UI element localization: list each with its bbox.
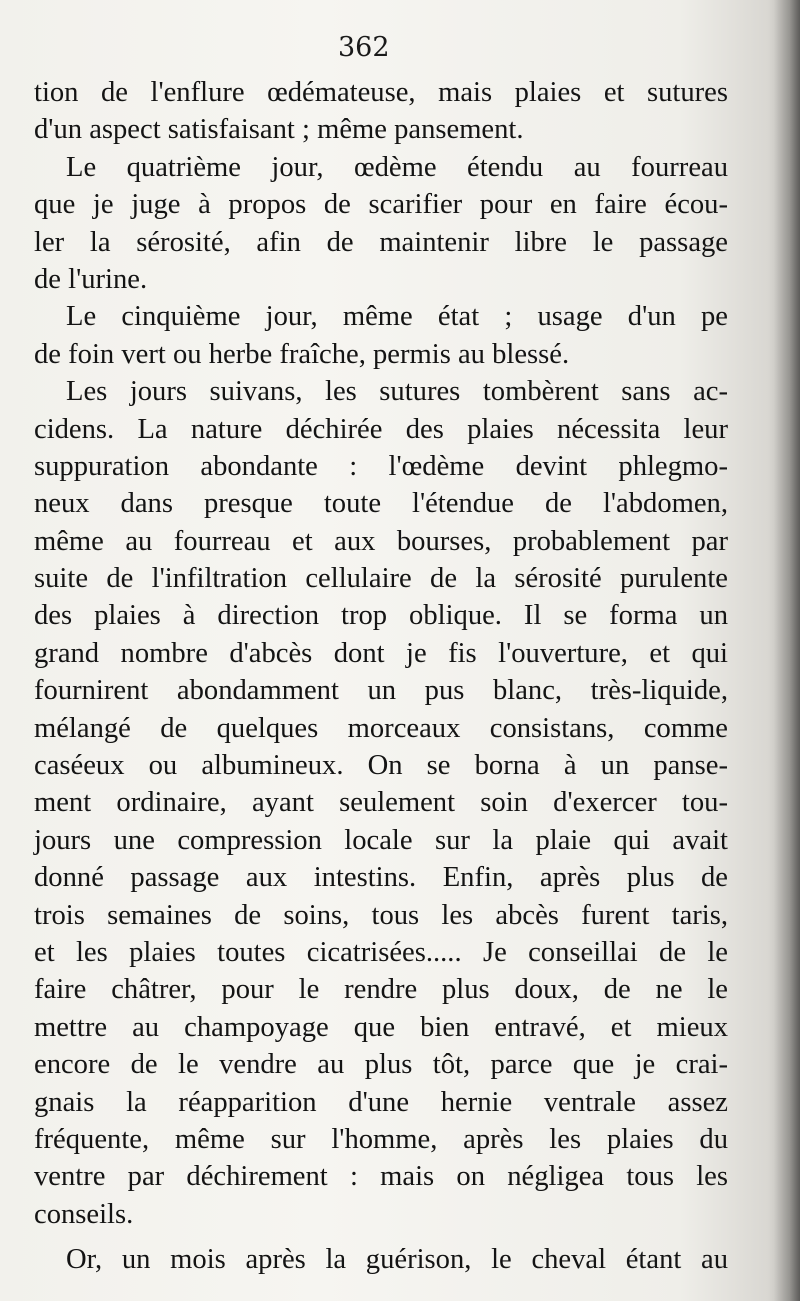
text-line: suppuration abondante : l'œdème devint phlegmo- [34,450,728,482]
text-line: caséeux ou albumineux. On se borna à un panse- [34,750,728,782]
text-line: gnais la réapparition d'une hernie ventrale assez [34,1086,728,1118]
text-line: jours une compression locale sur la plaie qui avait [34,824,728,856]
text-line: ventre par déchirement : mais on négligea tous les [34,1161,728,1193]
page-number: 362 [338,32,390,63]
text-line: de l'urine. [34,263,148,295]
text-line: même au fourreau et aux bourses, probablement par [34,525,728,557]
text-line: suite de l'infiltration cellulaire de la sérosité purulente [34,563,728,595]
text-line: donné passage aux intestins. Enfin, après plus de [34,862,728,894]
text-line: cidens. La nature déchirée des plaies nécessita leur [34,413,728,445]
text-line: conseils. [34,1198,134,1230]
text-line: de foin vert ou herbe fraîche, permis au blessé. [34,338,570,370]
text-line: mélangé de quelques morceaux consistans, comme [34,712,728,744]
text-line: fournirent abondamment un pus blanc, très-liquide, [34,675,728,707]
text-line: faire châtrer, pour le rendre plus doux, de ne le [34,974,728,1006]
text-line: tion de l'enflure œdémateuse, mais plaies et sutures [34,77,728,108]
text-line: d'un aspect satisfaisant ; même pansement. [34,114,524,146]
text-line: trois semaines de soins, tous les abcès furent taris, [34,899,728,931]
text-line: grand nombre d'abcès dont je fis l'ouverture, et qui [34,637,728,669]
text-line: que je juge à propos de scarifier pour en faire écou- [34,189,728,221]
text-line: ler la sérosité, afin de maintenir libre le passage [34,226,728,258]
text-line: mettre au champoyage que bien entravé, et mieux [34,1011,728,1043]
text-line: fréquente, même sur l'homme, après les plaies du [34,1123,728,1155]
body-text [34,74,728,1279]
text-line: et les plaies toutes cicatrisées..... Je conseillai de le [34,936,728,968]
text-line: ment ordinaire, ayant seulement soin d'exercer tou- [34,787,728,819]
text-line: Le cinquième jour, même état ; usage d'un pe [66,301,728,333]
text-line: Or, un mois après la guérison, le cheval étant au [66,1244,728,1276]
page-edge-shadow [774,0,800,1301]
paragraph-gap [34,1233,728,1241]
text-line: Le quatrième jour, œdème étendu au fourreau [66,151,728,183]
text-line: encore de le vendre au plus tôt, parce que je crai- [34,1049,728,1081]
text-line: Les jours suivans, les sutures tombèrent sans ac- [66,376,728,408]
text-line: neux dans presque toute l'étendue de l'abdomen, [34,488,728,520]
text-line: des plaies à direction trop oblique. Il se forma un [34,600,728,632]
